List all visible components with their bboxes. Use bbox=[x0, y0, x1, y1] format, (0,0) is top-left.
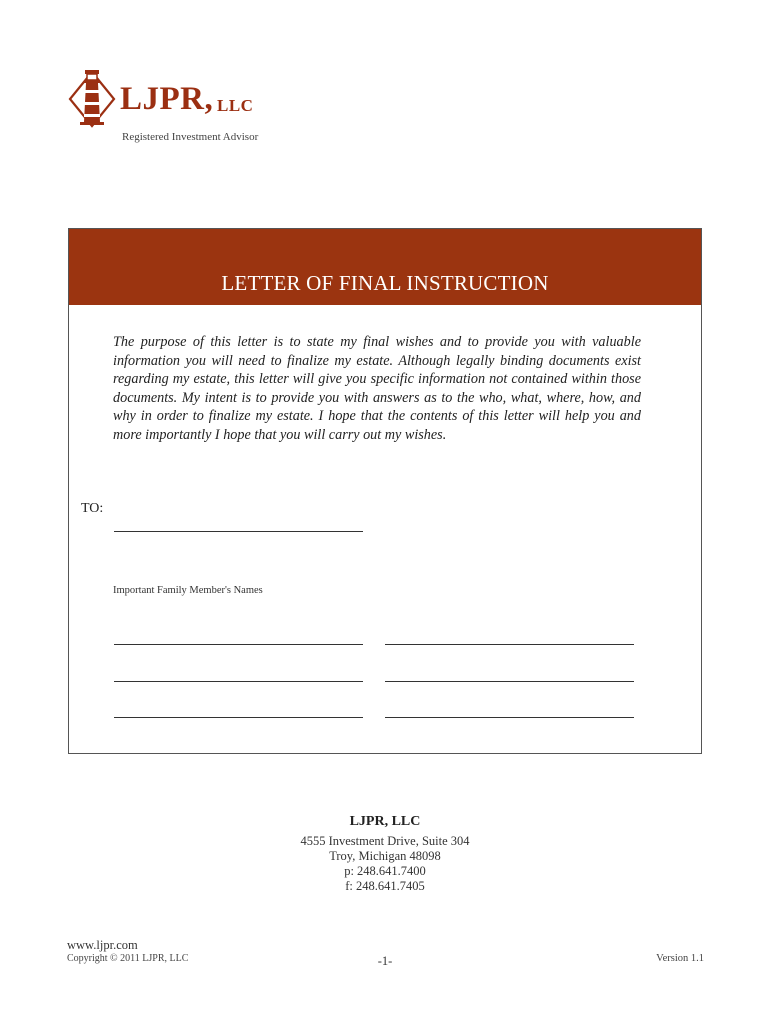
family-members-label: Important Family Member's Names bbox=[113, 585, 263, 596]
form-title: LETTER OF FINAL INSTRUCTION bbox=[221, 271, 549, 295]
family-member-field[interactable] bbox=[385, 717, 634, 718]
to-name-field[interactable] bbox=[114, 531, 363, 532]
address-line-1: 4555 Investment Drive, Suite 304 bbox=[300, 834, 470, 848]
company-logo bbox=[66, 68, 306, 148]
copyright-notice: Copyright © 2011 LJPR, LLC bbox=[67, 953, 189, 964]
lighthouse-logo-icon bbox=[66, 68, 118, 130]
footer-firm-name: LJPR, LLC bbox=[349, 814, 421, 829]
family-member-field[interactable] bbox=[385, 681, 634, 682]
tagline: Registered Investment Advisor bbox=[122, 131, 259, 143]
address-line-2: Troy, Michigan 48098 bbox=[329, 849, 441, 863]
version-label: Version 1.1 bbox=[656, 953, 704, 964]
page-number: -1- bbox=[377, 954, 393, 968]
purpose-paragraph: The purpose of this letter is to state my final wishes and to provide you with valuable information you will need to finalize my estate. Although legally binding documents exist regarding my estate, this letter will give you specific information not contained within those documents. My intent is to provide you with answers as to the who, what, where, how, and why in order to finalize my estate. I hope that the contents of this letter will help you and more importantly I hope that you will carry out my wishes. bbox=[113, 334, 641, 443]
brand-name: LJPR, bbox=[120, 81, 214, 117]
family-member-field[interactable] bbox=[114, 681, 363, 682]
phone-number: p: 248.641.7400 bbox=[344, 864, 426, 878]
brand-suffix: LLC bbox=[217, 96, 254, 115]
family-member-field[interactable] bbox=[114, 644, 363, 645]
fax-number: f: 248.641.7405 bbox=[345, 879, 425, 893]
website-link[interactable]: www.ljpr.com bbox=[67, 938, 138, 952]
to-label: TO: bbox=[81, 501, 104, 516]
family-member-field[interactable] bbox=[114, 717, 363, 718]
form-panel bbox=[68, 228, 702, 754]
family-member-field[interactable] bbox=[385, 644, 634, 645]
